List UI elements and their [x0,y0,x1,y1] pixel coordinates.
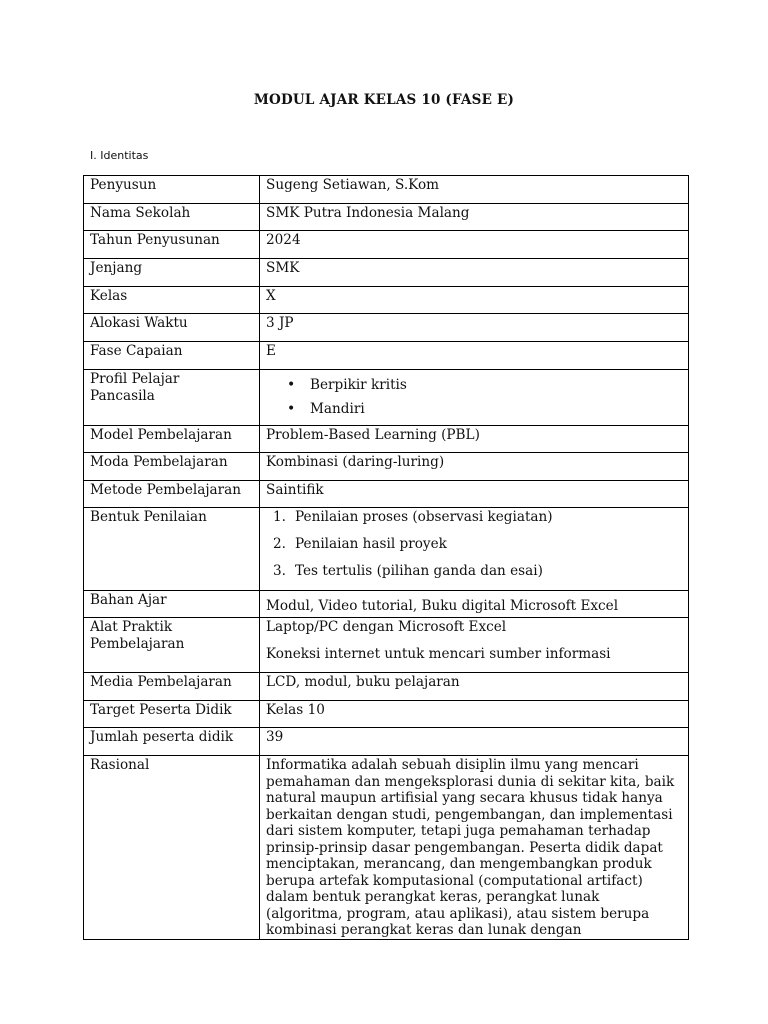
row-label: Penyusun [84,176,260,204]
list-number: 3. [273,563,286,579]
row-value: Kombinasi (daring-luring) [260,453,689,481]
rasional-line: menciptakan, merancang, dan mengembangkan produk [266,856,652,872]
table-row-bahan-ajar [84,591,689,618]
row-label: Alokasi Waktu [84,314,260,342]
list-item [266,509,682,536]
row-value: Problem-Based Learning (PBL) [260,426,689,453]
row-value [260,508,689,591]
row-value: Saintifik [260,481,689,508]
row-label: Bahan Ajar [84,591,260,618]
bullet-icon: • [287,401,296,417]
section-heading-identitas: I. Identitas [90,149,149,162]
row-label: Jumlah peserta didik [84,728,260,756]
list-number: 2. [273,536,286,552]
row-label: Media Pembelajaran [84,673,260,701]
row-label: Jenjang [84,259,260,287]
rasional-line: dalam bentuk perangkat keras, perangkat lunak [266,889,600,905]
list-item [266,377,682,401]
row-label: Rasional [84,756,260,940]
row-value: Modul, Video tutorial, Buku digital Microsoft Excel [260,591,689,618]
row-value: X [260,287,689,314]
bullet-icon: • [287,377,296,393]
row-value [260,370,689,426]
table-row-fase [84,342,689,370]
table-row-target [84,701,689,728]
table-row-metode [84,481,689,508]
label-line: Profil Pelajar [90,371,180,387]
row-label [84,370,260,426]
row-label: Kelas [84,287,260,314]
table-row-moda [84,453,689,481]
rasional-line: (algoritma, program, atau aplikasi), atau sistem berupa [266,905,650,922]
numbered-list [266,509,682,590]
label-line: Pancasila [90,387,155,404]
table-row-media [84,673,689,701]
rasional-line: berupa artefak komputasional (computational artifact) [266,872,643,889]
row-value: 39 [260,728,689,756]
rasional-line: berkaitan dengan studi, pengembangan, dan implementasi [266,806,673,823]
list-item-text: Tes tertulis (pilihan ganda dan esai) [295,563,543,579]
row-value: E [260,342,689,370]
row-label: Bentuk Penilaian [84,508,260,591]
row-value: LCD, modul, buku pelajaran [260,673,689,701]
row-label: Moda Pembelajaran [84,453,260,481]
row-value: SMK [260,259,689,287]
table-row-alat-praktik [84,618,689,673]
table-row-model [84,426,689,453]
row-label [84,618,260,673]
rasional-line: natural maupun artifisial yang secara khusus tidak hanya [266,790,663,806]
row-label: Nama Sekolah [84,204,260,231]
row-label: Tahun Penyusunan [84,231,260,259]
row-value [260,756,689,940]
row-label: Metode Pembelajaran [84,481,260,508]
table-row-bentuk-penilaian [84,508,689,591]
label-line: Alat Praktik [90,619,173,635]
list-item-text: Penilaian proses (observasi kegiatan) [295,509,553,525]
table-row-penyusun [84,176,689,204]
value-line: Laptop/PC dengan Microsoft Excel [266,619,507,635]
list-item-text: Mandiri [310,401,365,417]
table-row-profil [84,370,689,426]
list-number: 1. [273,509,286,525]
row-value: 3 JP [260,314,689,342]
table-row-rasional [84,756,689,940]
table-row-nama-sekolah [84,204,689,231]
bullet-list [266,377,682,425]
row-value: Kelas 10 [260,701,689,728]
row-value [260,618,689,673]
row-value: SMK Putra Indonesia Malang [260,204,689,231]
document-title: MODUL AJAR KELAS 10 (FASE E) [253,92,515,108]
table-row-jumlah [84,728,689,756]
table-row-jenjang [84,259,689,287]
label-line: Pembelajaran [90,635,185,652]
row-value: Sugeng Setiawan, S.Kom [260,176,689,204]
list-item [266,563,682,590]
row-label: Fase Capaian [84,342,260,370]
row-value: 2024 [260,231,689,259]
list-item [266,401,682,425]
rasional-line: dari sistem komputer, tetapi juga pemahaman terhadap [266,823,651,839]
table-row-alokasi [84,314,689,342]
list-item [266,536,682,563]
rasional-line: Informatika adalah sebuah disiplin ilmu yang mencari [266,757,639,773]
row-label: Model Pembelajaran [84,426,260,453]
list-item-text: Berpikir kritis [310,377,407,393]
rasional-line: pemahaman dan mengeksplorasi dunia di sekitar kita, baik [266,773,675,790]
identity-table [83,175,689,940]
row-label: Target Peserta Didik [84,701,260,728]
table-row-tahun [84,231,689,259]
list-item-text: Penilaian hasil proyek [295,536,447,552]
value-line: Koneksi internet untuk mencari sumber informasi [266,645,611,662]
table-row-kelas [84,287,689,314]
rasional-line: kombinasi perangkat keras dan lunak dengan [266,922,582,938]
rasional-line: prinsip-prinsip dasar pengembangan. Peserta didik dapat [266,839,663,856]
